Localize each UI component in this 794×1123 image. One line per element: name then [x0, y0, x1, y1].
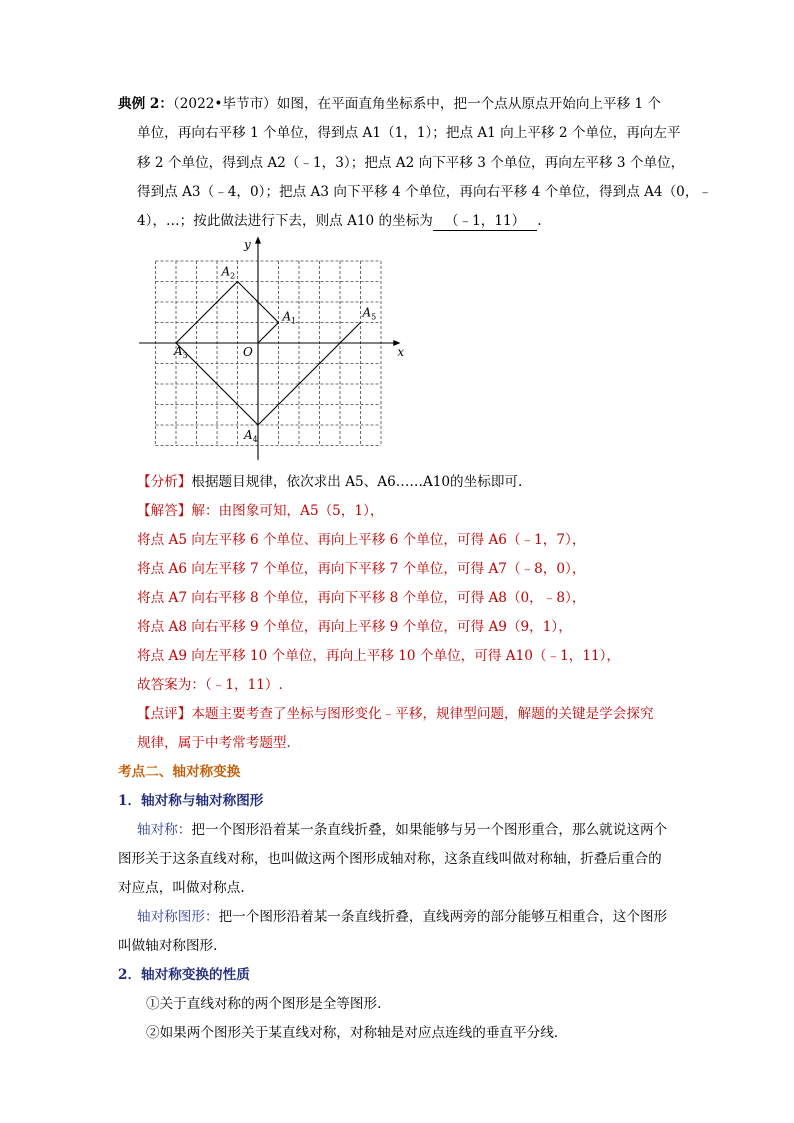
- example-line-5: 4），…；按此做法进行下去，则点 A10 的坐标为 （﹣1，11） .: [137, 213, 542, 229]
- def1-line-1: 轴对称：把一个图形沿着某一条直线折叠，如果能够与另一个图形重合，那么就说这两个: [137, 822, 668, 838]
- point-labels: [173, 238, 404, 444]
- y-axis-label: y: [244, 237, 251, 252]
- y-arrow: [255, 236, 261, 243]
- def2-line-1: 轴对称图形：把一个图形沿着某一条直线折叠，直线两旁的部分能够互相重合，这个图形: [137, 909, 668, 925]
- solution-step-1: 将点 A5 向左平移 6 个单位、再向上平移 6 个单位，可得 A6（﹣1，7），: [137, 532, 586, 548]
- origin-label: O: [243, 345, 253, 359]
- point-label-a3: $A_3$: [174, 344, 188, 360]
- comment-line-2: 规律，属于中考常考题型.: [137, 735, 291, 751]
- property-1: ①关于直线对称的两个图形是全等图形.: [146, 996, 382, 1012]
- solution-step-2: 将点 A6 向左平移 7 个单位，再向下平移 7 个单位，可得 A7（﹣8，0），: [137, 561, 586, 577]
- point-label-a4: $A_4$: [244, 428, 258, 444]
- solution-lead: 【解答】解：由图象可知，A5（5，1），: [137, 503, 384, 519]
- def2-line-2: 叫做轴对称图形.: [118, 938, 218, 954]
- solution-tag: 【解答】: [137, 503, 192, 519]
- comment-tag: 【点评】: [137, 706, 192, 722]
- example-label: 典例 2：: [118, 96, 173, 112]
- subsection-1-title: 1．轴对称与轴对称图形: [118, 793, 264, 809]
- point-label-a1: $A_1$: [282, 309, 297, 326]
- example-line-2: 单位，再向右平移 1 个单位，得到点 A1（1，1）；把点 A1 向上平移 2 个单位，再向左平: [137, 125, 681, 141]
- point-label-a2: $A_2$: [221, 264, 236, 281]
- property-2: ②如果两个图形关于某直线对称，对称轴是对应点连线的垂直平分线.: [146, 1025, 559, 1041]
- analysis-line: 【分析】根据题目规律，依次求出 A5、A6……A10的坐标即可.: [137, 474, 523, 490]
- example-line-1: 典例 2：（2022•毕节市）如图，在平面直角坐标系中，把一个点从原点开始向上平移 1 个: [118, 96, 662, 112]
- solution-step-3: 将点 A7 向右平移 8 个单位，再向下平移 8 个单位，可得 A8（0，﹣8），: [137, 590, 586, 606]
- solution-step-5: 将点 A9 向左平移 10 个单位，再向上平移 10 个单位，可得 A10（﹣1，11），: [137, 648, 621, 664]
- translation-path: [176, 282, 361, 426]
- point-label-a5: $A_5$: [362, 305, 377, 322]
- x-axis-label: x: [397, 345, 405, 359]
- answer-blank: （﹣1，11）: [433, 212, 537, 231]
- solution-conclusion: 故答案为：（﹣1，11）.: [137, 677, 283, 693]
- subsection-2-title: 2．轴对称变换的性质: [118, 967, 250, 983]
- def1-line-3: 对应点，叫做对称点.: [118, 880, 245, 896]
- comment-line-1: 【点评】本题主要考查了坐标与图形变化﹣平移，规律型问题，解题的关键是学会探究: [137, 706, 654, 722]
- coordinate-figure: [130, 235, 410, 460]
- section-title: 考点二、轴对称变换: [118, 764, 241, 780]
- example-line-3: 移 2 个单位，得到点 A2（﹣1，3）；把点 A2 向下平移 3 个单位，再向左平移 3 个单位，: [137, 155, 685, 171]
- dashed-grid: [156, 261, 382, 446]
- def1-line-2: 图形关于这条直线对称，也叫做这两个图形成轴对称，这条直线叫做对称轴，折叠后重合的: [118, 851, 662, 867]
- solution-step-4: 将点 A8 向右平移 9 个单位，再向上平移 9 个单位，可得 A9（9，1），: [137, 619, 572, 635]
- analysis-tag: 【分析】: [137, 474, 192, 490]
- def1-term: 轴对称：: [137, 822, 192, 838]
- example-line-4: 得到点 A3（﹣4，0）；把点 A3 向下平移 4 个单位，再向右平移 4 个单位，得到点 A4（0，﹣: [137, 184, 713, 200]
- def2-term: 轴对称图形：: [137, 909, 219, 925]
